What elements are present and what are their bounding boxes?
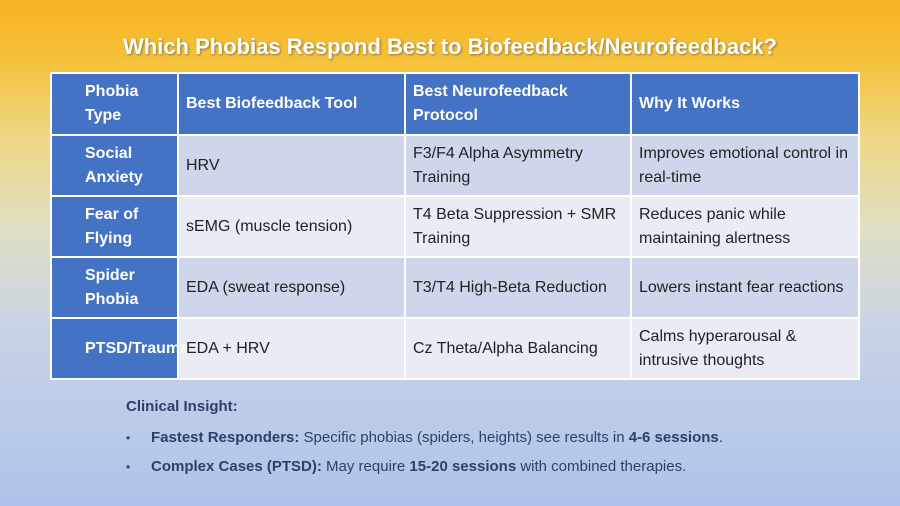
table-cell: T3/T4 High-Beta Reduction bbox=[405, 257, 631, 318]
table-row bbox=[51, 196, 859, 257]
bullet-text: May require bbox=[321, 458, 410, 475]
bullet-emphasis: 15-20 sessions bbox=[409, 458, 517, 475]
column-header-why-it-works: Why It Works bbox=[631, 73, 859, 135]
table-row bbox=[51, 257, 859, 318]
slide-title: Which Phobias Respond Best to Biofeedback/Neurofeedback? bbox=[123, 34, 777, 59]
table-cell: EDA (sweat response) bbox=[178, 257, 405, 318]
row-phobia-cell: Fear of Flying bbox=[51, 196, 178, 257]
table-cell: Reduces panic while maintaining alertness bbox=[631, 196, 859, 257]
table-cell: EDA + HRV bbox=[178, 318, 405, 379]
row-phobia-cell: Social Anxiety bbox=[51, 135, 178, 196]
insight-heading: Clinical Insight: bbox=[126, 398, 238, 415]
table-row bbox=[51, 318, 859, 379]
table-cell: T4 Beta Suppression + SMR Training bbox=[405, 196, 631, 257]
table-cell: Cz Theta/Alpha Balancing bbox=[405, 318, 631, 379]
table-cell: Lowers instant fear reactions bbox=[631, 257, 859, 318]
list-item bbox=[126, 458, 723, 476]
table-cell: F3/F4 Alpha Asymmetry Training bbox=[405, 135, 631, 196]
bullet-text-end: . bbox=[718, 429, 723, 446]
bullet-emphasis: 4-6 sessions bbox=[628, 429, 719, 446]
list-item bbox=[126, 429, 723, 447]
bullet-lead: Fastest Responders: bbox=[151, 429, 300, 446]
table-cell: Improves emotional control in real-time bbox=[631, 135, 859, 196]
row-phobia-cell: Spider Phobia bbox=[51, 257, 178, 318]
column-header-neurofeedback-protocol: Best Neurofeedback Protocol bbox=[405, 73, 631, 135]
bullet-dot-icon: • bbox=[126, 460, 131, 474]
clinical-insight bbox=[126, 398, 723, 487]
bullet-text-end: with combined therapies. bbox=[516, 458, 687, 475]
bullet-lead: Complex Cases (PTSD): bbox=[151, 458, 322, 475]
phobia-table bbox=[50, 72, 860, 380]
bullet-dot-icon: • bbox=[126, 431, 131, 445]
column-header-phobia-type: Phobia Type bbox=[51, 73, 178, 135]
table-row bbox=[51, 135, 859, 196]
column-header-biofeedback-tool: Best Biofeedback Tool bbox=[178, 73, 405, 135]
table-cell: Calms hyperarousal & intrusive thoughts bbox=[631, 318, 859, 379]
table-cell: sEMG (muscle tension) bbox=[178, 196, 405, 257]
table-cell: HRV bbox=[178, 135, 405, 196]
table-header-row bbox=[51, 73, 859, 135]
bullet-text: Specific phobias (spiders, heights) see results in bbox=[299, 429, 629, 446]
insight-list bbox=[126, 429, 723, 476]
row-phobia-cell: PTSD/Trauma bbox=[51, 318, 178, 379]
